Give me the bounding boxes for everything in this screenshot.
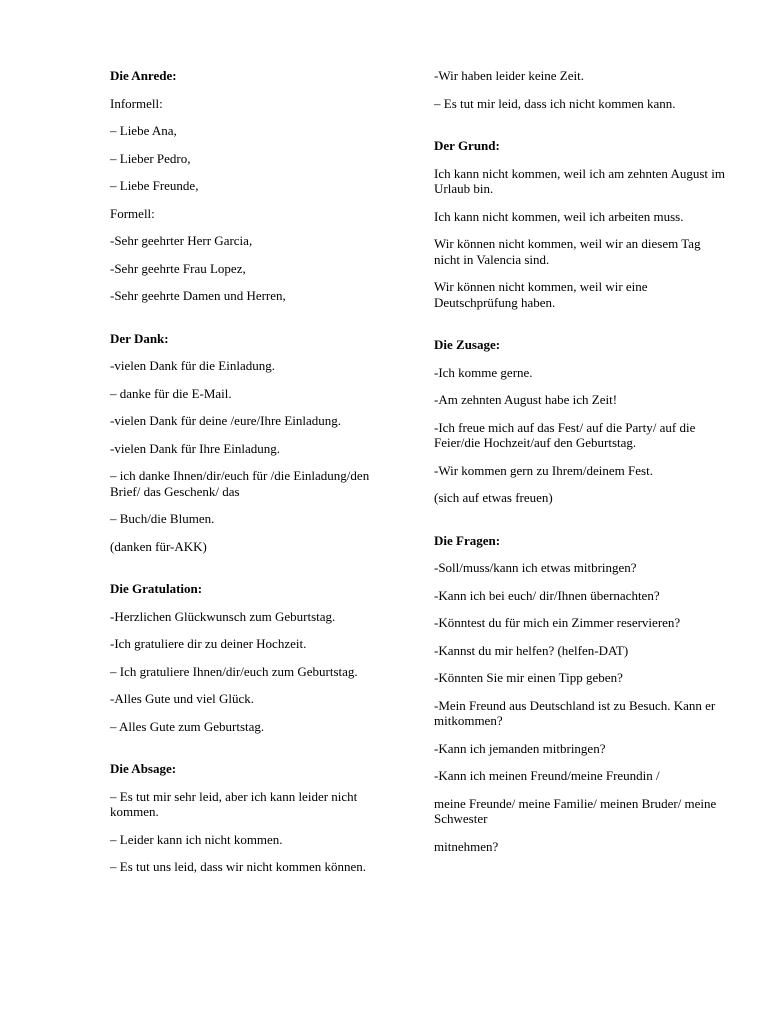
section-heading: Die Gratulation: <box>110 581 203 596</box>
section-fragen <box>434 533 726 855</box>
text-line: – Liebe Freunde, <box>110 178 199 193</box>
text-line: – Ich gratuliere Ihnen/dir/euch zum Geburtstag. <box>110 663 358 679</box>
text-line: -Wir kommen gern zu Ihrem/deinem Fest. <box>434 462 653 478</box>
text-line: – Leider kann ich nicht kommen. <box>110 831 283 847</box>
text-line: meine Freunde/ meine Familie/ meinen Bruder/ meine Schwester <box>434 795 717 826</box>
text-line: Wir können nicht kommen, weil wir eine Deutschprüfung haben. <box>434 279 648 310</box>
text-line: -Herzlichen Glückwunsch zum Geburtstag. <box>110 608 336 624</box>
text-line: – Es tut mir leid, dass ich nicht kommen kann. <box>434 95 676 111</box>
text-line: -Kann ich jemanden mitbringen? <box>434 740 606 756</box>
section-absage <box>110 761 400 875</box>
text-line: -Könnten Sie mir einen Tipp geben? <box>434 670 623 685</box>
text-line: Ich kann nicht kommen, weil ich arbeiten muss. <box>434 208 684 224</box>
text-line: -Kann ich meinen Freund/meine Freundin / <box>434 768 660 783</box>
text-line: – Alles Gute zum Geburtstag. <box>110 718 265 734</box>
section-zusage <box>434 337 726 506</box>
text-line: -Ich gratuliere dir zu deiner Hochzeit. <box>110 636 307 651</box>
text-line: -Ich freue mich auf das Fest/ auf die Party/ auf die Feier/die Hochzeit/auf den Geburtstag. <box>434 419 696 450</box>
text-line: -Alles Gute und viel Glück. <box>110 691 255 706</box>
text-line: -vielen Dank für deine /eure/Ihre Einladung. <box>110 413 342 428</box>
text-line: – Buch/die Blumen. <box>110 511 215 526</box>
section-anrede <box>110 68 400 304</box>
section-gratulation <box>110 581 400 734</box>
text-line: – Lieber Pedro, <box>110 150 191 166</box>
section-heading: Die Zusage: <box>434 337 501 352</box>
text-line: – ich danke Ihnen/dir/euch für /die Einladung/den Brief/ das Geschenk/ das <box>110 468 370 499</box>
section-absage-continued <box>434 68 726 111</box>
text-line: -Wir haben leider keine Zeit. <box>434 68 584 83</box>
text-line: -Mein Freund aus Deutschland ist zu Besuch. Kann er mitkommen? <box>434 697 716 728</box>
section-dank <box>110 331 400 555</box>
text-line: (danken für-AKK) <box>110 538 207 554</box>
text-line: -Sehr geehrte Damen und Herren, <box>110 288 286 303</box>
text-line: Wir können nicht kommen, weil wir an diesem Tag nicht in Valencia sind. <box>434 236 701 267</box>
right-column <box>434 68 726 881</box>
left-column <box>110 68 400 902</box>
text-line: – Liebe Ana, <box>110 123 177 138</box>
text-line: -vielen Dank für die Einladung. <box>110 358 275 373</box>
section-grund <box>434 138 726 310</box>
text-line: Ich kann nicht kommen, weil ich am zehnten August im Urlaub bin. <box>434 165 725 196</box>
text-line: -Könntest du für mich ein Zimmer reservieren? <box>434 615 681 630</box>
text-line: -vielen Dank für Ihre Einladung. <box>110 440 281 456</box>
text-line: -Am zehnten August habe ich Zeit! <box>434 392 618 407</box>
text-line: Formell: <box>110 205 155 221</box>
text-line: Informell: <box>110 95 163 111</box>
text-line: -Soll/muss/kann ich etwas mitbringen? <box>434 560 637 575</box>
text-line: (sich auf etwas freuen) <box>434 490 553 505</box>
text-line: -Kann ich bei euch/ dir/Ihnen übernachten? <box>434 587 660 603</box>
text-line: – Es tut uns leid, dass wir nicht kommen können. <box>110 859 367 874</box>
text-line: -Sehr geehrte Frau Lopez, <box>110 260 246 276</box>
section-heading: Die Absage: <box>110 761 177 776</box>
text-line: mitnehmen? <box>434 838 499 854</box>
text-line: – danke für die E-Mail. <box>110 385 232 401</box>
section-heading: Die Anrede: <box>110 68 177 83</box>
text-line: -Kannst du mir helfen? (helfen-DAT) <box>434 642 629 658</box>
text-line: – Es tut mir sehr leid, aber ich kann leider nicht kommen. <box>110 788 358 819</box>
section-heading: Der Grund: <box>434 138 500 153</box>
text-line: -Ich komme gerne. <box>434 364 533 380</box>
section-heading: Der Dank: <box>110 330 169 346</box>
section-heading: Die Fragen: <box>434 532 501 548</box>
text-line: -Sehr geehrter Herr Garcia, <box>110 233 253 248</box>
